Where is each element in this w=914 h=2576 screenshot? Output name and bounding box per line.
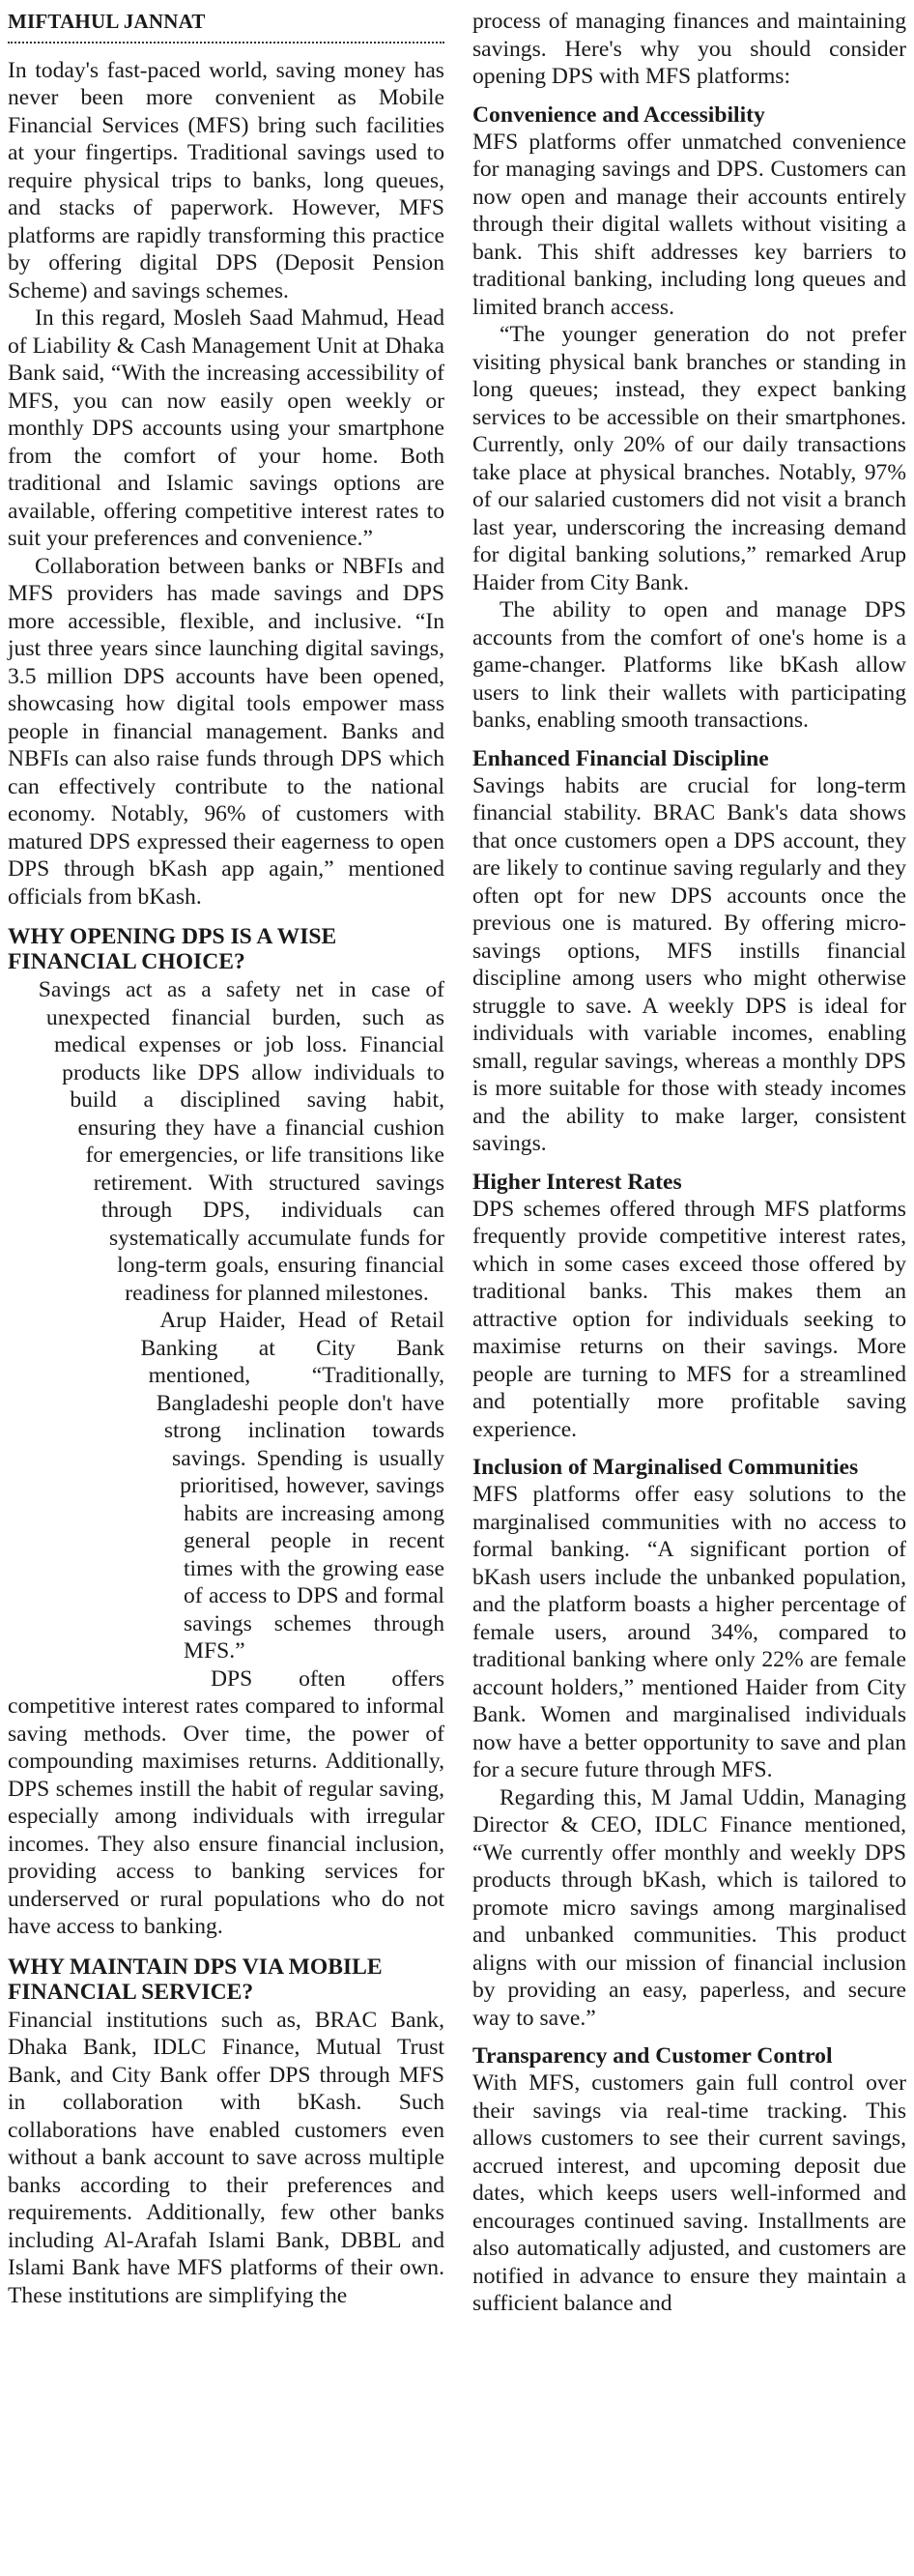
subheading-higher-interest: Higher Interest Rates	[472, 1169, 682, 1195]
paragraph-arup-haider: Arup Haider, Head of Retail Banking at City Bank mentioned, “Traditionally, Bangladeshi people don't have strong inclination towards savings. Spending is usually prioritised, however, savings habits are increasing among general people in recent times with the growing ease of access to DPS and formal savings schemes through MFS.”	[140, 1308, 444, 1664]
paragraph-discipline: Savings habits are crucial for long-term financial stability. BRAC Bank's data shows that once customers open a DPS account, they are likely to continue saving regularly and they often opt for new DPS accounts once the previous one is matured. By offering micro-savings options, MFS instills financial discipline among users who might otherwise struggle to save. A weekly DPS is ideal for individuals with variable incomes, enabling small, regular savings, whereas a monthly DPS is more suitable for those with steady incomes and the ability to make larger, consistent savings.	[472, 772, 906, 1156]
paragraph-convenience-2: “The younger generation do not prefer visiting physical bank branches or standing in long queues; instead, they expect banking services to be accessible on their smartphones. Currently, only 20% of our daily transactions take place at physical branches. Notably, 97% of our salaried customers did not visit a branch last year, underscoring the increasing demand for digital banking solutions,” remarked Arup Haider from City Bank.	[472, 322, 906, 595]
subheading-transparency: Transparency and Customer Control	[472, 2043, 833, 2069]
paragraph-transparency: With MFS, customers gain full control over their savings via real-time tracking. This allows customers to see their current savings, accrued interest, and upcoming deposit due dates, which keeps users well-informed and encourages continued saving. Installments are also automatically adjusted, and customers are notified in advance to ensure they maintain a sufficient balance and	[472, 2070, 906, 2316]
paragraph-safety-net: Savings act as a safety net in case of unexpected financial burden, such as medical expenses or job loss. Financial products like DPS allow individuals to build a disciplined saving habit, ensuring they have a financial cushion for emergencies, or life transitions like retirement. With structured savings through DPS, individuals can systematically accumulate funds for long-term goals, ensuring financial readiness for planned milestones.	[38, 977, 444, 1306]
paragraph-continued: process of managing finances and maintaining savings. Here's why you should consider opening DPS with MFS platforms:	[472, 9, 906, 89]
paragraph-collaboration: Collaboration between banks or NBFIs and MFS providers has made savings and DPS more accessible, flexible, and inclusive. “In just three years since launching digital savings, 3.5 million DPS accounts have been opened, showcasing how digital tools empower mass people in financial management. Banks and NBFIs can also raise funds through DPS which can effectively contribute to the national economy. Notably, 96% of customers with matured DPS expressed their eagerness to open DPS through bKash app again,” mentioned officials from bKash.	[8, 553, 444, 910]
section-heading-why-opening-dps: WHY OPENING DPS IS A WISE FINANCIAL CHOICE?	[8, 924, 337, 974]
subheading-convenience: Convenience and Accessibility	[472, 101, 765, 128]
paragraph-financial-institutions: Financial institutions such as, BRAC Bank, Dhaka Bank, IDLC Finance, Mutual Trust Bank, and City Bank offer DPS through MFS in collaboration with bKash. Such collaborations have enabled customers even without a bank account to save across multiple banks according to their preferences and requirements. Additionally, few other banks including Al-Arafah Islami Bank, DBBL and Islami Bank have MFS platforms of their own. These institutions are simplifying the	[8, 2007, 444, 2308]
byline: MIFTAHUL JANNAT	[8, 8, 444, 43]
right-column	[472, 8, 906, 2318]
paragraph-inclusion-2: Regarding this, M Jamal Uddin, Managing Director & CEO, IDLC Finance mentioned, “We currently offer monthly and weekly DPS products through bKash, which is tailored to promote micro savings among marginalised and unbanked communities. This product aligns with our mission of financial inclusion by providing an easy, paperless, and secure way to save.”	[472, 1784, 906, 2031]
paragraph-higher-interest: DPS schemes offered through MFS platforms frequently provide competitive interest rates, which in some cases exceed those offered by traditional banks. This makes them an attractive option for individuals seeking to maximise returns on their savings. More people are turning to MFS for a streamlined and potentially more profitable saving experience.	[472, 1196, 906, 1442]
intro-paragraph: In today's fast-paced world, saving money has never been more convenient as Mobile Financial Services (MFS) bring such facilities at your fingertips. Traditional savings used to require physical trips to banks, long queues, and stacks of paperwork. However, MFS platforms are rapidly transforming this practice by offering digital DPS (Deposit Pension Scheme) and savings schemes.	[8, 57, 444, 304]
paragraph-convenience-3: The ability to open and manage DPS accounts from the comfort of one's home is a game-changer. Platforms like bKash allow users to link their wallets with participating banks, enabling smooth transactions.	[472, 597, 906, 733]
section-heading-why-maintain-dps: WHY MAINTAIN DPS VIA MOBILE FINANCIAL SERVICE?	[8, 1954, 383, 2005]
subheading-financial-discipline: Enhanced Financial Discipline	[472, 745, 769, 771]
paragraph-inclusion-1: MFS platforms offer easy solutions to the marginalised communities with no access to formal banking. “A significant portion of bKash users include the unbanked population, and the platform boasts a higher percentage of female users, around 34%, compared to traditional banking where only 22% are female account holders,” mentioned Haider from City Bank. Women and marginalised individuals now have a better opportunity to save and plan for a secure future through MFS.	[472, 1482, 906, 1782]
paragraph-interest-rates: DPS often offers competitive interest rates compared to informal saving methods. Over time, the power of compounding maximises returns. Additionally, DPS schemes instill the habit of regular saving, especially among individuals with irregular incomes. They also ensure financial inclusion, providing access to banking services for underserved or rural populations who do not have access to banking.	[8, 1665, 444, 1939]
subheading-inclusion: Inclusion of Marginalised Communities	[472, 1455, 859, 1480]
paragraph-mosleh-quote: In this regard, Mosleh Saad Mahmud, Head of Liability & Cash Management Unit at Dhaka Bank said, “With the increasing accessibility of MFS, you can now easily open weekly or monthly DPS accounts using your smartphone from the comfort of your home. Both traditional and Islamic savings options are available, offering competitive interest rates to suit your preferences and convenience.”	[8, 305, 444, 551]
left-column	[8, 8, 444, 2309]
paragraph-convenience-1: MFS platforms offer unmatched convenience for managing savings and DPS. Customers can now open and manage their accounts entirely through their digital wallets without visiting a bank. This shift addresses key barriers to traditional banking, including long queues and limited branch access.	[472, 129, 906, 320]
